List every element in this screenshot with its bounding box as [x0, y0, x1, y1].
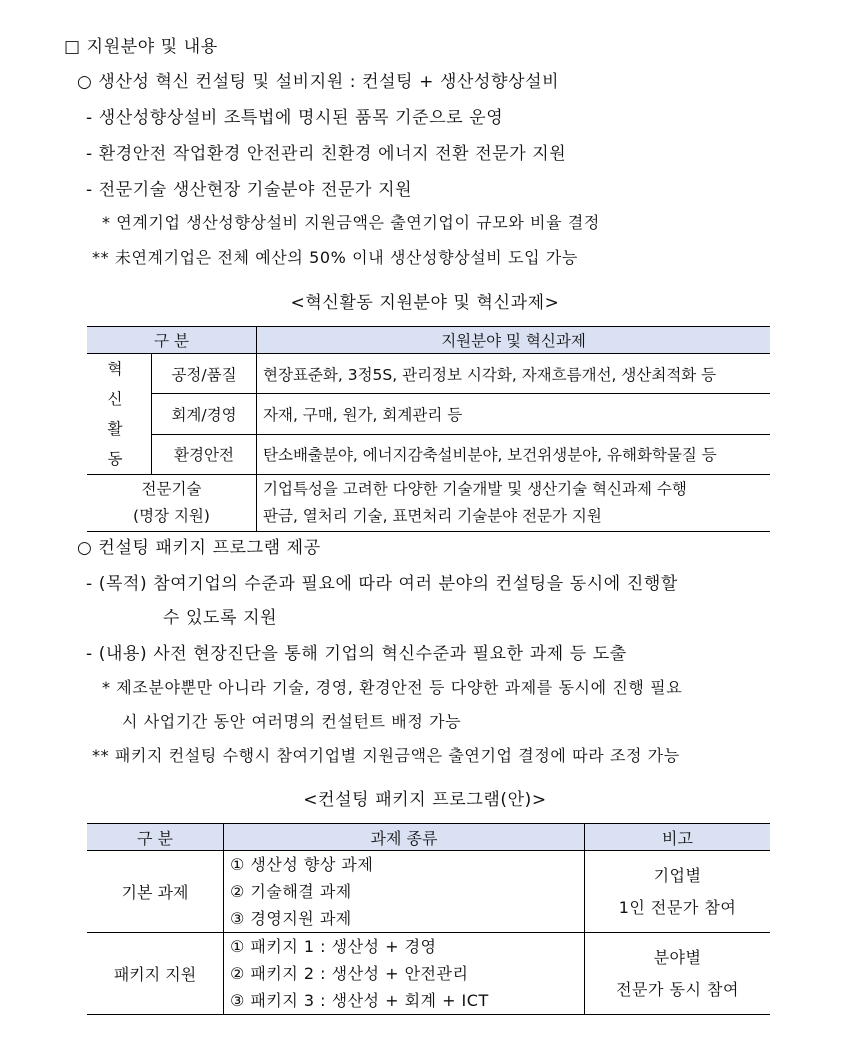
- table1-row-content: 탄소배출분야, 에너지감축설비분야, 보건위생분야, 유해화학물질 등: [257, 434, 771, 474]
- section2-title: ○ 컨설팅 패키지 프로그램 제공: [77, 538, 321, 558]
- consulting-package-table: [87, 823, 770, 1015]
- table2-task-item: ② 패키지 2 : 생산성 + 안전관리: [230, 964, 469, 983]
- table1-caption: <혁신활동 지원분야 및 혁신과제>: [290, 293, 560, 313]
- table2-note-line: 1인 전문가 참여: [618, 897, 737, 917]
- table1-group-label: 혁 신: [107, 360, 131, 408]
- table2-header-tasks: 과제 종류: [224, 824, 585, 851]
- table2-task-item: ② 기술해결 과제: [230, 882, 352, 901]
- innovation-support-table: [87, 326, 770, 532]
- table1-row-category: 환경안전: [152, 434, 257, 474]
- table2-header-note: 비고: [585, 824, 771, 851]
- table2-row-tasks: [224, 933, 585, 1015]
- table2-row-note: [585, 933, 771, 1015]
- section1-item: - 환경안전 작업환경 안전관리 친환경 에너지 전환 전문가 지원: [86, 144, 567, 164]
- table2-task-item: ③ 패키지 3 : 생산성 + 회계 + ICT: [230, 991, 489, 1010]
- table1-row-content: 현장표준화, 3정5S, 관리정보 시각화, 자재흐름개선, 생산최적화 등: [257, 354, 771, 394]
- table1-header-category: 구 분: [87, 327, 257, 354]
- section1-item: - 생산성향상설비 조특법에 명시된 품목 기준으로 운영: [86, 108, 504, 128]
- section1-note: * 연계기업 생산성향상설비 지원금액은 출연기업이 규모와 비율 결정: [102, 213, 600, 232]
- table1-special-label-line: (명장 지원): [133, 507, 210, 525]
- section2-item: - (목적) 참여기업의 수준과 필요에 따라 여러 분야의 컨설팅을 동시에 진행할: [86, 574, 678, 594]
- section1-note: ** 未연계기업은 전체 예산의 50% 이내 생산성향상설비 도입 가능: [92, 248, 578, 267]
- section-heading: □ 지원분야 및 내용: [64, 37, 218, 57]
- table1-special-label-line: 전문기술: [141, 480, 202, 498]
- table2-note-line: 전문가 동시 참여: [616, 979, 739, 999]
- section2-item: - (내용) 사전 현장진단을 통해 기업의 혁신수준과 필요한 과제 등 도출: [86, 644, 627, 664]
- table2-task-item: ③ 경영지원 과제: [230, 909, 352, 928]
- table2-row-tasks: [224, 851, 585, 933]
- table1-special-content: [257, 475, 771, 532]
- table2-header-category: 구 분: [87, 824, 224, 851]
- table1-special-label: [87, 475, 257, 532]
- table1-special-content-line: 판금, 열처리 기술, 표면처리 기술분야 전문가 지원: [263, 507, 602, 525]
- table2-task-item: ① 생산성 향상 과제: [230, 855, 374, 874]
- table1-group-label: 활 동: [107, 420, 131, 468]
- table2-row-note: [585, 851, 771, 933]
- table1-group-cell: [87, 354, 152, 475]
- table2-task-item: ① 패키지 1 : 생산성 + 경영: [230, 937, 437, 956]
- section1-item: - 전문기술 생산현장 기술분야 전문가 지원: [86, 180, 413, 200]
- table1-row-content: 자재, 구매, 원가, 회계관리 등: [257, 394, 771, 434]
- table1-special-content-line: 기업특성을 고려한 다양한 기술개발 및 생산기술 혁신과제 수행: [263, 480, 687, 498]
- table2-row-category: 패키지 지원: [87, 933, 224, 1015]
- section2-note-cont: 시 사업기간 동안 여러명의 컨설턴트 배정 가능: [122, 712, 462, 731]
- section2-note: * 제조분야뿐만 아니라 기술, 경영, 환경안전 등 다양한 과제를 동시에 진행 필요: [102, 678, 683, 697]
- table2-note-line: 기업별: [653, 865, 702, 885]
- table1-row-category: 회계/경영: [152, 394, 257, 434]
- table2-row-category: 기본 과제: [87, 851, 224, 933]
- section2-item-cont: 수 있도록 지원: [163, 608, 278, 628]
- table2-note-line: 분야별: [653, 947, 702, 967]
- table2-caption: <컨설팅 패키지 프로그램(안)>: [303, 790, 547, 810]
- section1-title: ○ 생산성 혁신 컨설팅 및 설비지원 : 컨설팅 + 생산성향상설비: [77, 72, 560, 92]
- table1-row-category: 공정/품질: [152, 354, 257, 394]
- section2-note: ** 패키지 컨설팅 수행시 참여기업별 지원금액은 출연기업 결정에 따라 조정 가능: [92, 746, 680, 765]
- table1-header-content: 지원분야 및 혁신과제: [257, 327, 771, 354]
